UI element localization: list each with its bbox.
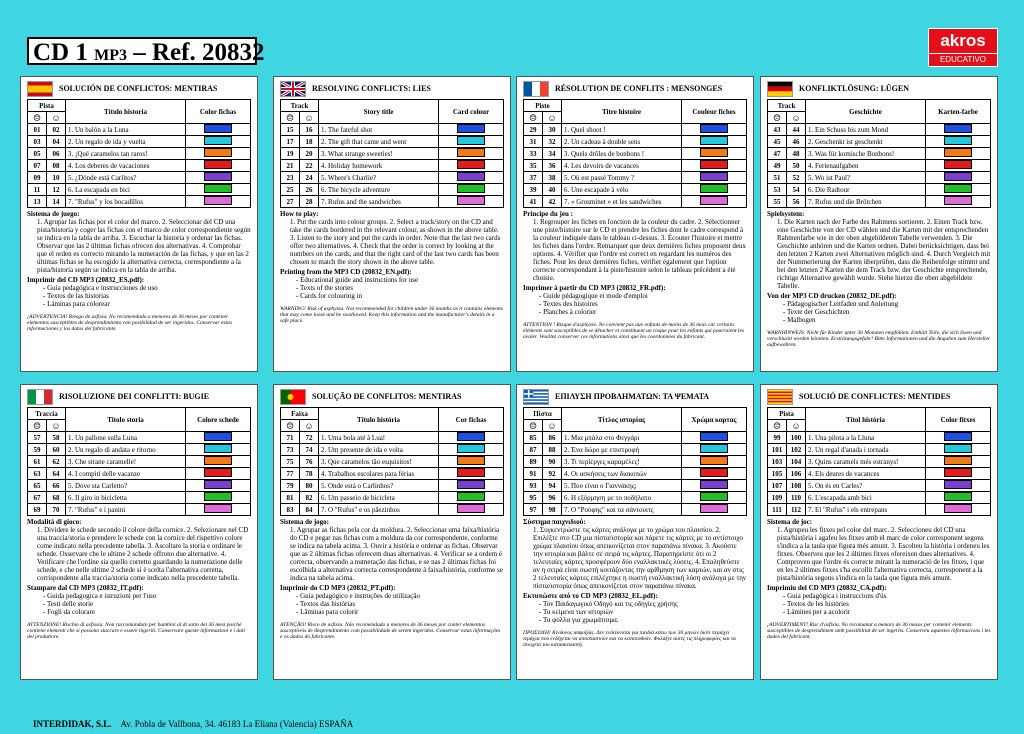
akros-logo <box>928 28 998 66</box>
happy-face-icon: ☺ <box>300 420 319 432</box>
col-color: Karten-farbe <box>926 100 991 124</box>
col-track: Track <box>281 100 319 112</box>
table-row: 63 64 4. I compiti delle vacanze <box>28 468 251 480</box>
print-item: - Τα φύλλα για χρωμάτισμα. <box>539 616 619 624</box>
table-row: 03 04 2. Un regalo de ida y vuelta <box>28 136 251 148</box>
color-swatch <box>457 456 485 465</box>
color-swatch <box>700 184 728 193</box>
print-item: - Guia pedagógico e instruções de utilização <box>296 592 421 600</box>
color-swatch <box>700 504 728 513</box>
color-swatch <box>944 432 972 441</box>
table-row: 43 44 1. Ein Schuss bis zum Mond <box>768 124 991 136</box>
print-item: - Textos de les històries <box>783 600 849 608</box>
system-title: Spielsystem: <box>767 210 805 218</box>
print-item: - Lâminas para colorir <box>296 608 359 616</box>
language-card-uk <box>273 76 511 372</box>
page-title: CD 1 MP3 – Ref. 20832 <box>27 37 257 65</box>
card-title: SOLUCIÓN DE CONFLICTOS: MENTIRAS <box>59 84 218 93</box>
color-swatch <box>457 196 485 205</box>
warning-text: ¡ADVERTIMENT! Risc d'asfixia. No recomanat a menors de 36 mesos per contenir elements susceptibles de desprendiment amb possibilitat de ser ingerits. Conserveu aquestes informacions i les dades del fabricant. <box>767 622 991 640</box>
print-title: Imprimer à partir du CD MP3 (20832_FR.pdf): <box>523 284 666 292</box>
col-color: Color fitxes <box>926 408 991 432</box>
color-swatch <box>700 160 728 169</box>
happy-face-icon: ☺ <box>543 420 562 432</box>
color-swatch <box>204 504 232 513</box>
color-swatch <box>944 480 972 489</box>
col-track: Pista <box>768 408 806 420</box>
table-row: 29 30 1. Quel shoot ! <box>524 124 747 136</box>
color-swatch <box>457 148 485 157</box>
warning-text: ¡ADVERTENCIA! Riesgo de asfixia. No recomendado a menores de 36 meses por contener elementos susceptibles de desprendimiento con posibilidad de ser ingeridos. Conservar estas informaciones y los datos del fabricante. <box>27 314 232 332</box>
system-text: 1. Regrouper les fiches en fonction de la couleur du cadre. 2. Sélectionner une piste/histoire sur le CD et prendre les fiches dont le cadre correspond à la couleur indiquée dans le tableau ci-dessus. 3. Écouter l'histoire et mettre les fiches dans l'ordre. Remarquer que deux dernières fiches proposent deux options. 4. Vérifier que l'ordre est correct en regardant les numéros des fiches. Pour les deux dernières fiches, vérifier également que l'option correcte correspondant à la piste/histoire selon le tableau précédent a été choisie. <box>533 218 746 282</box>
track-table <box>767 407 991 516</box>
color-swatch <box>457 492 485 501</box>
print-item: - Testi delle storie <box>43 600 94 608</box>
col-track: Track <box>768 100 806 112</box>
print-item: - Pädagogischer Leitfaden und Anleitung <box>783 300 899 308</box>
language-card-es <box>20 76 258 372</box>
col-title: Story title <box>319 100 439 124</box>
table-row: 09 10 5. ¿Dónde está Carlitos? <box>28 172 251 184</box>
print-item: - Textos de las historias <box>43 292 109 300</box>
color-swatch <box>700 492 728 501</box>
color-swatch <box>700 124 728 133</box>
color-swatch <box>204 124 232 133</box>
table-row: 95 96 6. Η εξόρμηση με το ποδήλατο <box>524 492 747 504</box>
table-row: 15 16 1. The fateful shot <box>281 124 504 136</box>
print-item: - Guia pedagògica i instruccions d'ús <box>783 592 887 600</box>
print-item: - Texts of the stories <box>296 284 353 292</box>
color-swatch <box>700 444 728 453</box>
warning-text: WARNHINWEIS: Nicht für Kinder unter 36 Monaten empfohlen. Enthält Teile, die sich lösen und verschluckt werden könnten. Erstickungsgefahr! Bitte Informationen und die Angaben zum Hersteller aufbewahren. <box>767 330 991 348</box>
col-title: Título historia <box>66 100 186 124</box>
card-title: SOLUCIÓ DE CONFLICTES: MENTIDES <box>799 392 951 401</box>
color-swatch <box>457 160 485 169</box>
system-title: Sistema de juego: <box>27 210 80 218</box>
sad-face-icon: ☹ <box>28 420 47 432</box>
col-title: Τίτλος ιστορίας <box>562 408 682 432</box>
table-row: 83 84 7. O "Rufus" e os pãezinhos <box>281 504 504 516</box>
sad-face-icon: ☹ <box>768 420 787 432</box>
col-track: Piste <box>524 100 562 112</box>
flag-gr-icon <box>523 389 549 405</box>
system-text: 1. Put the cards into colour groups. 2. Select a track/story on the CD and take the cards bordered in the relevant colour, as shown in the above table. 3. Listen to the story and put the cards in order. Note that the last two cards offer two alternatives. 4. Check that the order is correct by looking at the numbers on the cards, and that the right card of the last two cards has been chosen to match the story shown in the above table. <box>290 218 501 266</box>
col-track: Pista <box>28 100 66 112</box>
table-row: 59 60 2. Un regalo di andata e ritorno <box>28 444 251 456</box>
color-swatch <box>944 124 972 133</box>
system-text: 1. Agrupar las fichas por el color del marco. 2. Seleccionar del CD una pista/historia y coger las fichas con el marco de color correspondiente según se indica en la tabla de arriba. 3. Escuchar la historia y ordenar las fichas. Observar que las 2 últimas fichas ofrecen dos alternativas. 4. Comprobar que el orden es correcto mirando la numeración de las fichas, y que en las 2 últimas fichas se ha escogido la alternativa correcta, correspondiente a la pista/historia según se indica en la tabla de arriba. <box>37 218 251 274</box>
sad-face-icon: ☹ <box>281 420 300 432</box>
flag-pt-icon <box>280 389 306 405</box>
print-item: - Textos das histórias <box>296 600 356 608</box>
col-title: Titolo storia <box>66 408 186 432</box>
color-swatch <box>944 184 972 193</box>
table-row: 103 104 3. Quins caramels més estranys! <box>768 456 991 468</box>
color-swatch <box>700 196 728 205</box>
table-row: 81 82 6. Um passeio de bicicleta <box>281 492 504 504</box>
flag-it-icon <box>27 389 53 405</box>
card-title: KONFLIKTLÖSUNG: LÜGEN <box>799 84 910 93</box>
warning-text: ΠΡΟΣΟΧΗ! Κίνδυνος ασφυξίας. Δεν ενδείκνυται για παιδιά κάτω των 36 μηνών διότι περιέχει τεμάχια που ενδέχεται να αποσπαστούν και να καταποθούν. Φυλάξτε αυτές τις πληροφορίες και τα στοιχεία του κατασκευαστή. <box>523 630 736 648</box>
table-row: 23 24 5. Where's Charlie? <box>281 172 504 184</box>
table-row: 71 72 1. Uma bola até à Lua! <box>281 432 504 444</box>
color-swatch <box>944 468 972 477</box>
color-swatch <box>204 432 232 441</box>
col-color: Color fichas <box>186 100 251 124</box>
print-title: Imprimir do CD MP3 (20832_PT.pdf): <box>280 584 396 592</box>
sad-face-icon: ☹ <box>28 112 47 124</box>
print-item: - Láminas para colorear <box>43 300 110 308</box>
system-title: Sistema de joc: <box>767 518 813 526</box>
print-item: - Fogli da colorare <box>43 608 95 616</box>
sad-face-icon: ☹ <box>524 112 543 124</box>
col-color: Cor fichas <box>439 408 504 432</box>
footer: INTERDIDAK, S.L. Av. Pobla de Vallbona, 34. 46183 La Eliana (Valencia) ESPAÑA <box>33 719 354 729</box>
flag-fr-icon <box>523 81 549 97</box>
sad-face-icon: ☹ <box>524 420 543 432</box>
color-swatch <box>944 160 972 169</box>
col-title: Títol història <box>806 408 926 432</box>
col-color: Couleur fiches <box>682 100 747 124</box>
language-card-pt <box>273 384 511 680</box>
color-swatch <box>944 492 972 501</box>
table-row: 111 112 7. El "Rufus" i els entrepans <box>768 504 991 516</box>
warning-text: WARNING! Risk of asphyxia. Not recommended for children under 36 months as it contains elements that may come loose and be swallowed. Keep this information and the manufacturer's details in a safe place. <box>280 306 503 324</box>
print-item: - Guide pédagogique et mode d'emploi <box>539 292 648 300</box>
system-text: 1. Dividere le schede secondo il colore della cornice. 2. Selezionare nel CD una traccia/storia e prendere le schede con la cornice del rispettivo colore come indicato nella precedente tabella. 3. Ascoltare la storia e ordinare le schede. Osservare che le ultime 2 schede offrono due alternative. 4. Verificare che l'ordine sia quello corretto guardando la numerazione delle schede, e che nelle ultime 2 schede si è scelta l'alternativa corretta, corrispondente alla traccia/storia come indicato nella precedente tabella. <box>37 526 249 582</box>
table-row: 101 102 2. Un regal d'anada i tornada <box>768 444 991 456</box>
system-text: 1. Agrupeu les fitxes pel color del marc. 2. Seleccioneu del CD una pista/història i agafeu les fitxes amb el marc de color corresponent segons s'indica a la taula que figura més amunt. 3. Escolteu la història i ordeneu les fitxes. Observeu que les 2 últimes fitxes ofereixen dues alternatives. 4. Comproveu que l'ordre és correcte mirant la numeració de les fitxes, i que en les 2 últimes fitxes s'ha escollit l'alternativa correcta, corresponent a la pista/història segons s'indica en la taula que figura més amunt. <box>777 526 990 582</box>
sad-face-icon: ☹ <box>768 112 787 124</box>
happy-face-icon: ☺ <box>787 112 806 124</box>
table-row: 65 66 5. Dove sta Carletto? <box>28 480 251 492</box>
system-title: Modalità di gioco: <box>27 518 82 526</box>
color-swatch <box>944 504 972 513</box>
system-title: How to play: <box>280 210 319 218</box>
print-item: - Cards for colouring in <box>296 292 363 300</box>
language-card-de <box>760 76 998 372</box>
color-swatch <box>204 160 232 169</box>
happy-face-icon: ☺ <box>47 112 66 124</box>
table-row: 41 42 7. « Grosminet » et les sandwiches <box>524 196 747 208</box>
table-row: 99 100 1. Una pilota a la Lluna <box>768 432 991 444</box>
table-row: 91 92 4. Οι ασκήσεις των διακοπών <box>524 468 747 480</box>
language-card-it <box>20 384 258 680</box>
language-card-ca <box>760 384 998 680</box>
print-item: - Malbogen <box>783 316 816 324</box>
print-title: Stampare dal CD MP3 (20832_IT.pdf): <box>27 584 144 592</box>
table-row: 55 56 7. Rufus und die Brötchen <box>768 196 991 208</box>
language-card-gr <box>516 384 754 680</box>
color-swatch <box>944 136 972 145</box>
print-item: - Guía pedagógica e instrucciones de uso <box>43 284 158 292</box>
table-row: 07 08 4. Los deberes de vacaciones <box>28 160 251 172</box>
print-item: - Planches à colorier <box>539 308 597 316</box>
print-title: Von der MP3 CD drucken (20832_DE.pdf): <box>767 292 897 300</box>
color-swatch <box>204 456 232 465</box>
table-row: 45 46 2. Geschenkt ist geschenkt <box>768 136 991 148</box>
table-row: 51 52 5. Wo ist Paul? <box>768 172 991 184</box>
flag-ca-icon <box>767 389 793 405</box>
system-text: 1. Συγκεντρώστε τις κάρτες ανάλογα με το χρώμα του πλαισίου. 2. Επιλέξτε στο CD μια πίστα/ιστορία και πάρετε τις κάρτες με το αντίστοιχο χρώμα πλαισίου όπως απεικονίζεται στον παραπάνω πίνακα. 3. Ακούστε την ιστορία και βάλτε σε σειρά τις κάρτες. Παρατηρείστε ότι οι 2 τελευταίες κάρτες προσφέρουν δύο εναλλακτικές λύσεις. 4. Επαληθεύστε αν η σειρά είναι σωστή κοιτάζοντας την αρίθμηση των καρτών, και αν στις 2 τελευταίες κάρτες επιλέχτηκε η σωστή εναλλακτική λύση ανάλογα με την πίστα/ιστορία όπως απεικονίζεται στον παραπάνω πίνακα. <box>533 526 747 590</box>
col-track: Πίστα <box>524 408 562 420</box>
col-title: Titre histoire <box>562 100 682 124</box>
card-title: ΕΠΙΛΥΣΗ ΠΡΟΒΛΗΜΑΤΩΝ: ΤΑ ΨΕΜΑΤΑ <box>555 392 710 401</box>
card-title: SOLUÇÃO DE CONFLITOS: MENTIRAS <box>312 392 462 401</box>
color-swatch <box>700 148 728 157</box>
print-item: - Τα κείμενα των ιστοριών <box>539 608 614 616</box>
card-title: RISOLUZIONE DEI CONFLITTI: BUGIE <box>59 392 210 401</box>
table-row: 89 90 3. Τι περίεργες καραμέλες! <box>524 456 747 468</box>
logo-sub: EDUCATIVO <box>928 54 998 67</box>
table-row: 87 88 2. Ένα δώρο με επιστροφή <box>524 444 747 456</box>
table-row: 97 98 7. Ο "Ρούφης" και τα σάντουιτς <box>524 504 747 516</box>
table-row: 61 62 3. Che strane caramelle! <box>28 456 251 468</box>
table-row: 05 06 3. ¡Qué caramelos tan raros! <box>28 148 251 160</box>
table-row: 31 32 2. Un cadeau à double sens <box>524 136 747 148</box>
table-row: 27 28 7. Rufus and the sandwiches <box>281 196 504 208</box>
print-title: Imprimiu del CD MP3 (20832_CA.pdf): <box>767 584 887 592</box>
table-row: 33 34 3. Quels drôles de bonbons ! <box>524 148 747 160</box>
color-swatch <box>457 124 485 133</box>
col-color: Colore schede <box>186 408 251 432</box>
color-swatch <box>204 468 232 477</box>
happy-face-icon: ☺ <box>543 112 562 124</box>
table-row: 25 26 6. The bicycle adventure <box>281 184 504 196</box>
warning-text: ATENÇÃO! Risco de asfixia. Não recomendado a menores de 36 meses por conter elementos susceptíveis de desprendimento com possibilidade de serem ingeridos. Conservar estas informações e os dados do fabricante. <box>280 622 501 640</box>
color-swatch <box>944 148 972 157</box>
color-swatch <box>700 172 728 181</box>
print-item: - Textes des histoires <box>539 300 598 308</box>
table-row: 109 110 6. L'escapada amb bici <box>768 492 991 504</box>
warning-text: ATTENTION ! Risque d'asphyxie. Ne convient pas aux enfants de moins de 36 mois car certains éléments sont susceptibles de se détacher et constituent un risque pour les enfants qui pourraient les avaler. Veuillez conserver ces informations ainsi que les coordonnées du fabricant. <box>523 322 745 340</box>
track-table <box>27 407 251 516</box>
col-track: Traccia <box>28 408 66 420</box>
table-row: 77 78 4. Trabalhos escolares para férias <box>281 468 504 480</box>
print-item: - Texte der Geschichten <box>783 308 850 316</box>
color-swatch <box>700 136 728 145</box>
color-swatch <box>204 184 232 193</box>
table-row: 39 40 6. Une escapade à vélo <box>524 184 747 196</box>
color-swatch <box>204 136 232 145</box>
print-item: - Τον Παιδαγωγικό Οδηγό και τις οδηγίες χρήσης <box>539 600 678 608</box>
logo-name: akros <box>928 28 998 54</box>
color-swatch <box>700 432 728 441</box>
table-row: 47 48 3. Was für komische Bonbons! <box>768 148 991 160</box>
color-swatch <box>700 456 728 465</box>
table-row: 19 20 3. What strange sweeties! <box>281 148 504 160</box>
track-table <box>27 99 251 208</box>
color-swatch <box>700 480 728 489</box>
color-swatch <box>457 504 485 513</box>
table-row: 17 18 2. The gift that came and went <box>281 136 504 148</box>
sad-face-icon: ☹ <box>281 112 300 124</box>
color-swatch <box>457 136 485 145</box>
color-swatch <box>944 196 972 205</box>
table-row: 01 02 1. Un balón a la Luna <box>28 124 251 136</box>
flag-uk-icon <box>280 81 306 97</box>
system-title: Sistema de jogo: <box>280 518 329 526</box>
color-swatch <box>457 432 485 441</box>
table-row: 69 70 7. "Rufus" e i panini <box>28 504 251 516</box>
col-title: Geschichte <box>806 100 926 124</box>
color-swatch <box>457 444 485 453</box>
col-color: Χρώμα καρτας <box>682 408 747 432</box>
color-swatch <box>944 456 972 465</box>
flag-de-icon <box>767 81 793 97</box>
table-row: 73 74 2. Um presente de ida e volta <box>281 444 504 456</box>
table-row: 105 106 4. Els deures de vacances <box>768 468 991 480</box>
table-row: 53 54 6. Die Radtour <box>768 184 991 196</box>
happy-face-icon: ☺ <box>300 112 319 124</box>
print-title: Printing from the MP3 CD (20832_EN.pdf): <box>280 268 412 276</box>
col-title: Título história <box>319 408 439 432</box>
card-title: RÉSOLUTION DE CONFLITS : MENSONGES <box>555 84 723 93</box>
table-row: 93 94 5. Που είναι ο Γιαννάκης; <box>524 480 747 492</box>
print-item: - Guida pedagogica e istruzioni per l'uso <box>43 592 157 600</box>
table-row: 85 86 1. Μια μπάλα στο Φεγγάρι <box>524 432 747 444</box>
system-text: 1. Die Karten nach der Farbe des Rahmens sortieren. 2. Einen Track bzw. eine Geschichte von der CD wählen und die Karten mit der entsprechenden Rahmenfarbe wie in der oben abgebildeten Tabelle verwenden. 3. Die Geschichte anhören und die Karten ordnen. Dabei berücksichtigen, dass bei den letzten 2 Karten zwei Alternativen möglich sind. 4. Durch Vergleich mit der Nummerierung der Karten überprüfen, dass die Reihenfolge stimmt und bei den letzten 2 Karten die dem Track bzw. der Geschichte entsprechende, richtige Alternative gewählt wurde. Siehe hierzu die oben abgebildete Tabelle. <box>777 218 991 290</box>
print-title: Εκτυπώστε από το CD MP3 (20832_EL.pdf): <box>523 592 658 600</box>
table-row: 57 58 1. Un pallone sulla Luna <box>28 432 251 444</box>
happy-face-icon: ☺ <box>47 420 66 432</box>
table-row: 67 68 6. Il giro in bicicletta <box>28 492 251 504</box>
print-title: Imprimir del CD MP3 (20832_ES.pdf): <box>27 276 145 284</box>
col-color: Card colour <box>439 100 504 124</box>
print-item: - Làmines per a acolorir <box>783 608 851 616</box>
table-row: 75 76 3. Que caramelos tão esquisitos! <box>281 456 504 468</box>
track-table <box>523 407 747 516</box>
warning-text: ATTENZIONE! Rischio di asfissia. Non raccomandato per bambini al di sotto dei 36 mesi poiché contiene elementi che si possono staccare e essere ingeriti. Conservare queste informazioni e i dati del produttore. <box>27 622 245 640</box>
table-row: 37 38 5. Où est passé Tommy ? <box>524 172 747 184</box>
color-swatch <box>204 196 232 205</box>
col-track: Faixa <box>281 408 319 420</box>
system-title: Σύστημα παιχνιδιού: <box>523 518 586 526</box>
color-swatch <box>944 172 972 181</box>
track-table <box>767 99 991 208</box>
table-row: 107 108 5. On és en Carles? <box>768 480 991 492</box>
happy-face-icon: ☺ <box>787 420 806 432</box>
color-swatch <box>457 184 485 193</box>
color-swatch <box>457 468 485 477</box>
track-table <box>523 99 747 208</box>
system-title: Principe du jeu : <box>523 210 573 218</box>
color-swatch <box>204 172 232 181</box>
language-card-fr <box>516 76 754 372</box>
color-swatch <box>204 148 232 157</box>
table-row: 49 50 4. Ferienaufgaben <box>768 160 991 172</box>
color-swatch <box>457 480 485 489</box>
track-table <box>280 99 504 208</box>
color-swatch <box>700 468 728 477</box>
table-row: 35 36 4. Les devoirs de vacances <box>524 160 747 172</box>
card-title: RESOLVING CONFLICTS: LIES <box>312 84 431 93</box>
flag-es-icon <box>27 81 53 97</box>
color-swatch <box>457 172 485 181</box>
table-row: 79 80 5. Onde está o Carlinhos? <box>281 480 504 492</box>
table-row: 11 12 6. La escapada en bici <box>28 184 251 196</box>
color-swatch <box>204 492 232 501</box>
table-row: 21 22 4. Holiday homework <box>281 160 504 172</box>
print-item: - Educational guide and instructions for use <box>296 276 419 284</box>
table-row: 13 14 7. "Rufus" y los bocadillos <box>28 196 251 208</box>
color-swatch <box>204 444 232 453</box>
system-text: 1. Agrupar as fichas pela cor da moldura. 2. Seleccionar uma faixa/história do CD e pegar nas fichas com a moldura da cor correspondente, conforme se indica na tabela acima. 3. Ouvir a história e ordenar as fichas. Observar que as 2 últimas fichas oferecem duas alternativas. 4. Verificar se a ordem é correcta, observando a numeração das fichas, e se nas 2 últimas fichas foi escolhida a alternativa correcta correspondente à faixa/história, conforme se indica na tabela acima. <box>290 526 503 582</box>
color-swatch <box>204 480 232 489</box>
color-swatch <box>944 444 972 453</box>
track-table <box>280 407 504 516</box>
